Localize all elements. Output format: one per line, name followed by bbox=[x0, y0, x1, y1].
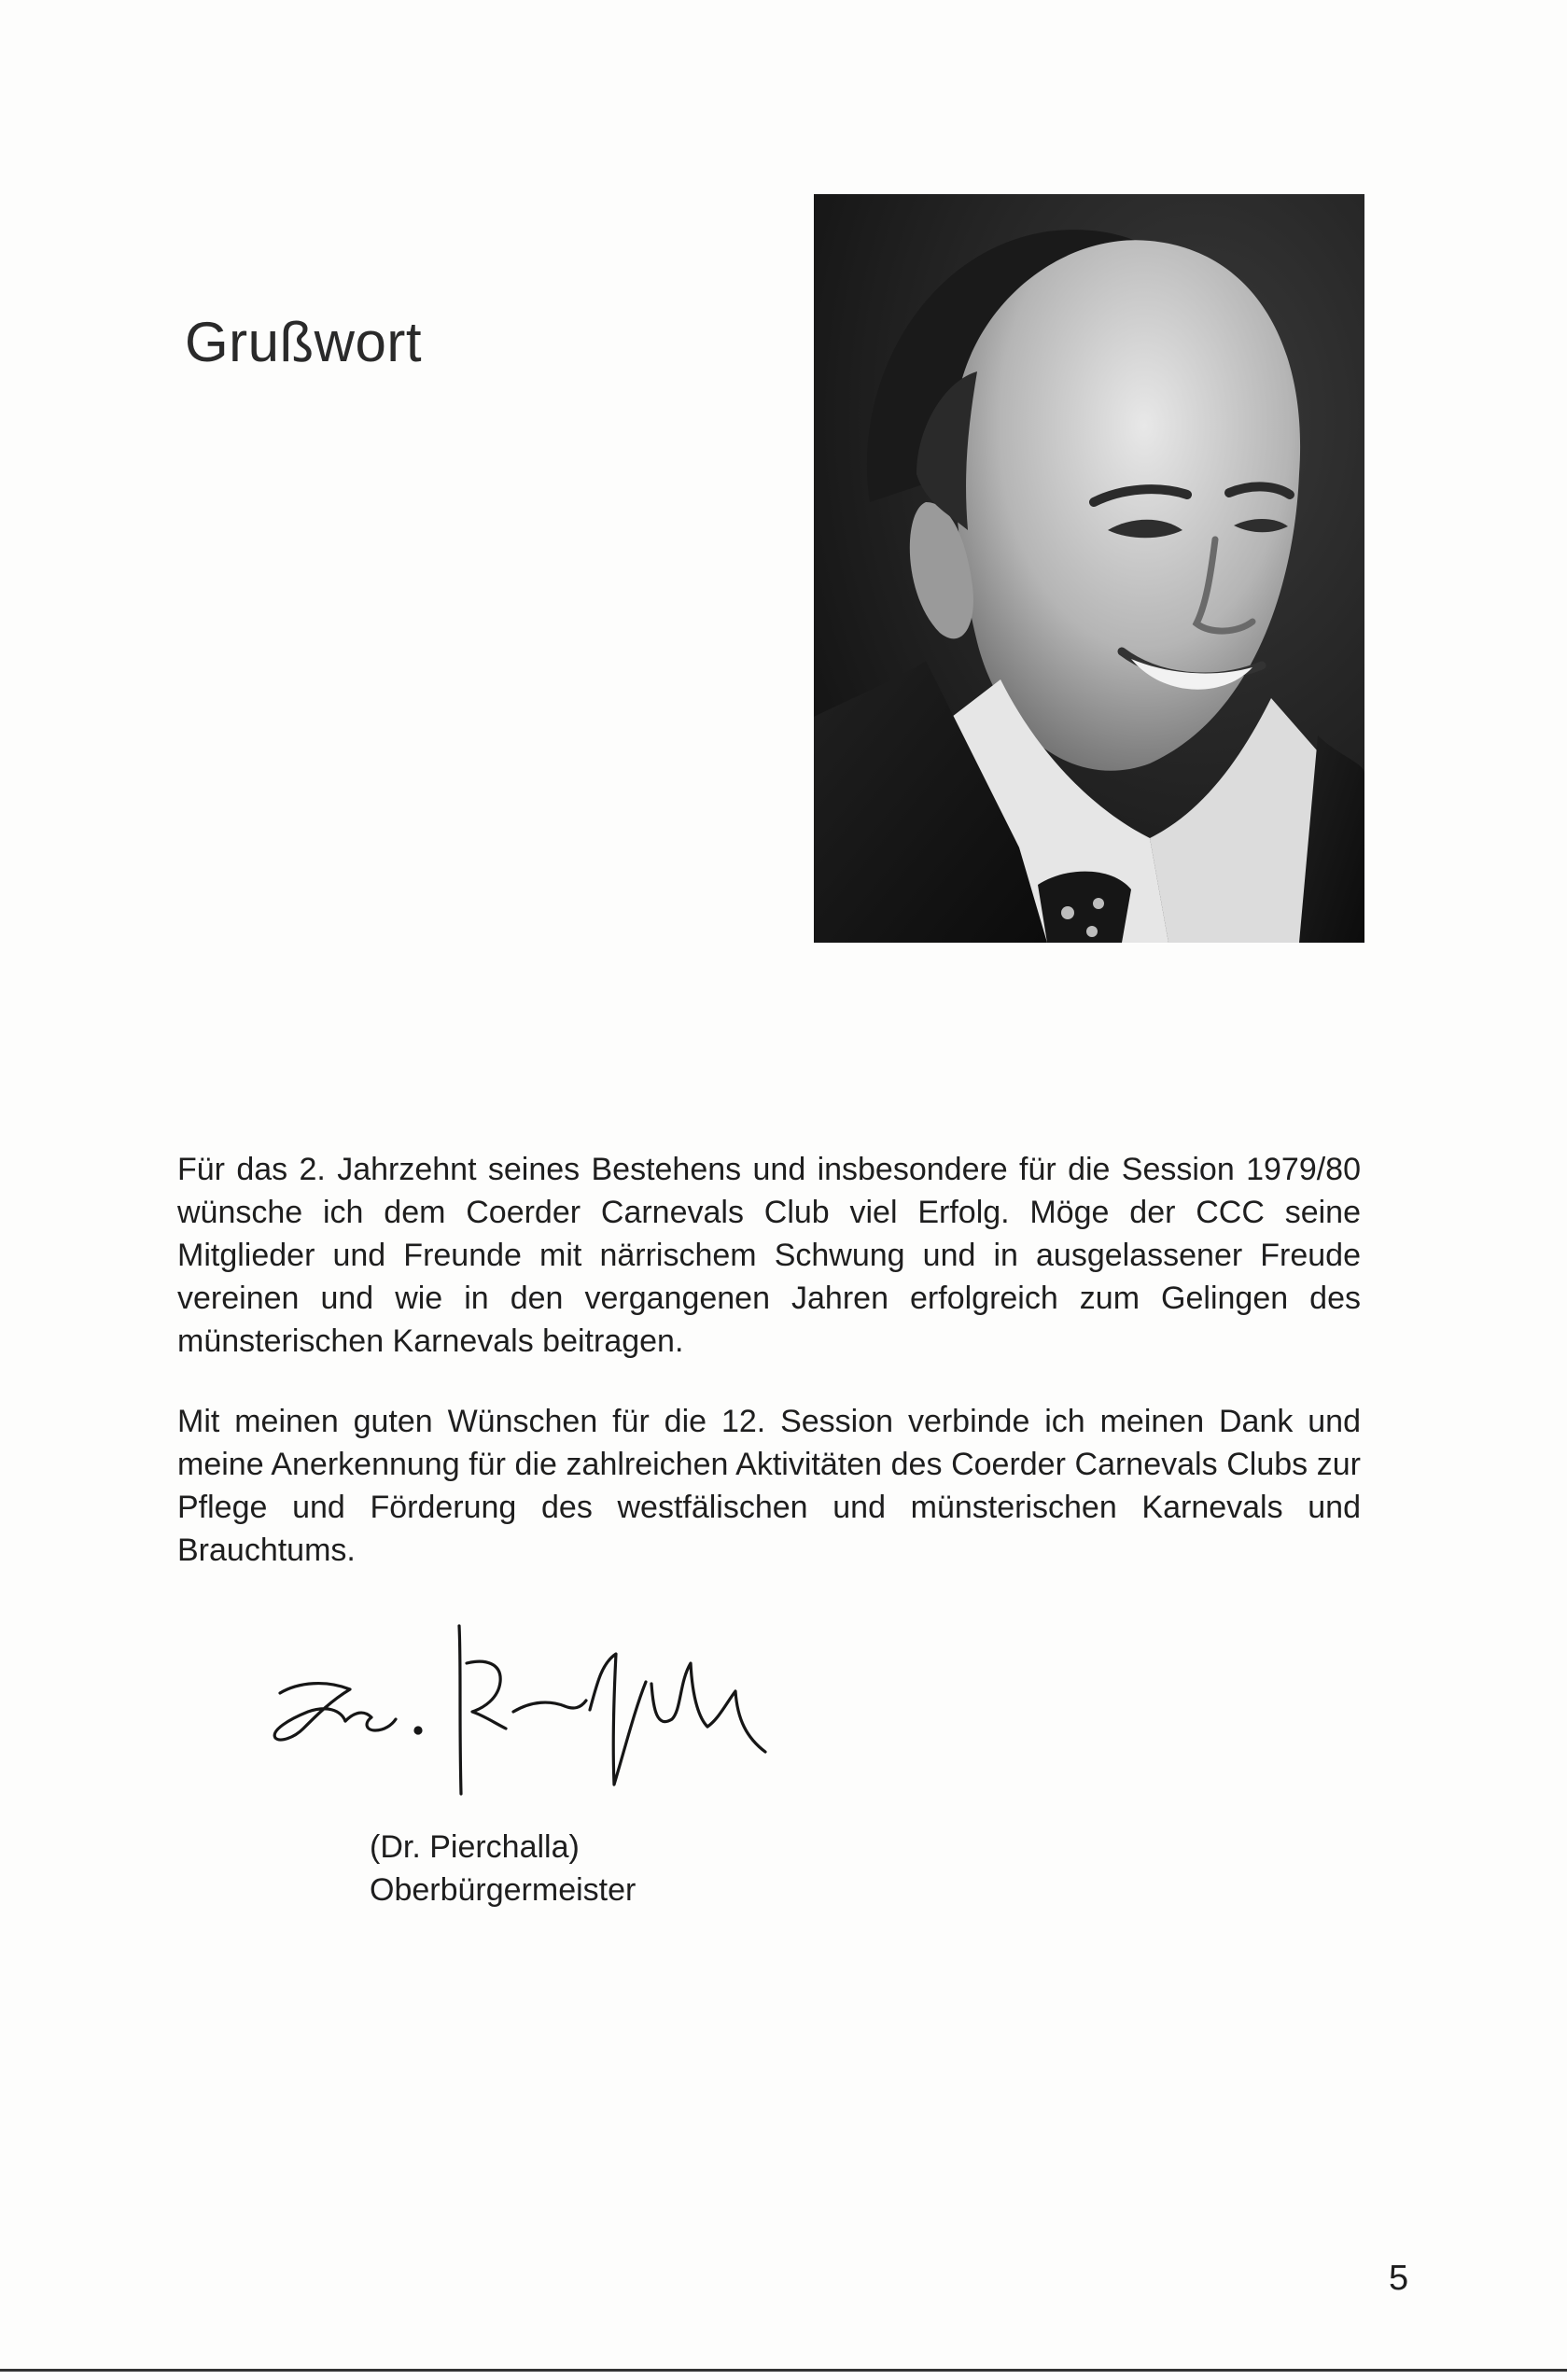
signer-role: Oberbürgermeister bbox=[370, 1872, 637, 1908]
signer-block bbox=[370, 1826, 636, 1911]
page-number: 5 bbox=[1389, 2259, 1409, 2298]
portrait-photo bbox=[814, 194, 1364, 943]
signer-name: (Dr. Pierchalla) bbox=[370, 1829, 580, 1865]
paragraph-2: Mit meinen guten Wünschen für die 12. Session verbinde ich meinen Dank und meine Anerkennung für die zahlreichen Aktivitäten des Coerder Carnevals Clubs zur Pflege und Förderung des westfälischen und münsterischen Karnevals und Brauchtums. bbox=[177, 1404, 1361, 1568]
bottom-divider bbox=[0, 2369, 1567, 2372]
page-title: Grußwort bbox=[185, 311, 423, 373]
handwritten-signature bbox=[261, 1607, 784, 1813]
paragraph-1: Für das 2. Jahrzehnt seines Bestehens und insbesondere für die Session 1979/80 wünsche ich dem Coerder Carnevals Club viel Erfolg. Möge der CCC seine Mitglieder und Freunde mit närrischem Schwung und in ausgelassener Freude vereinen und wie in den vergangenen Jahren erfolgreich zum Gelingen des münsterischen Karnevals beitragen. bbox=[177, 1152, 1361, 1359]
